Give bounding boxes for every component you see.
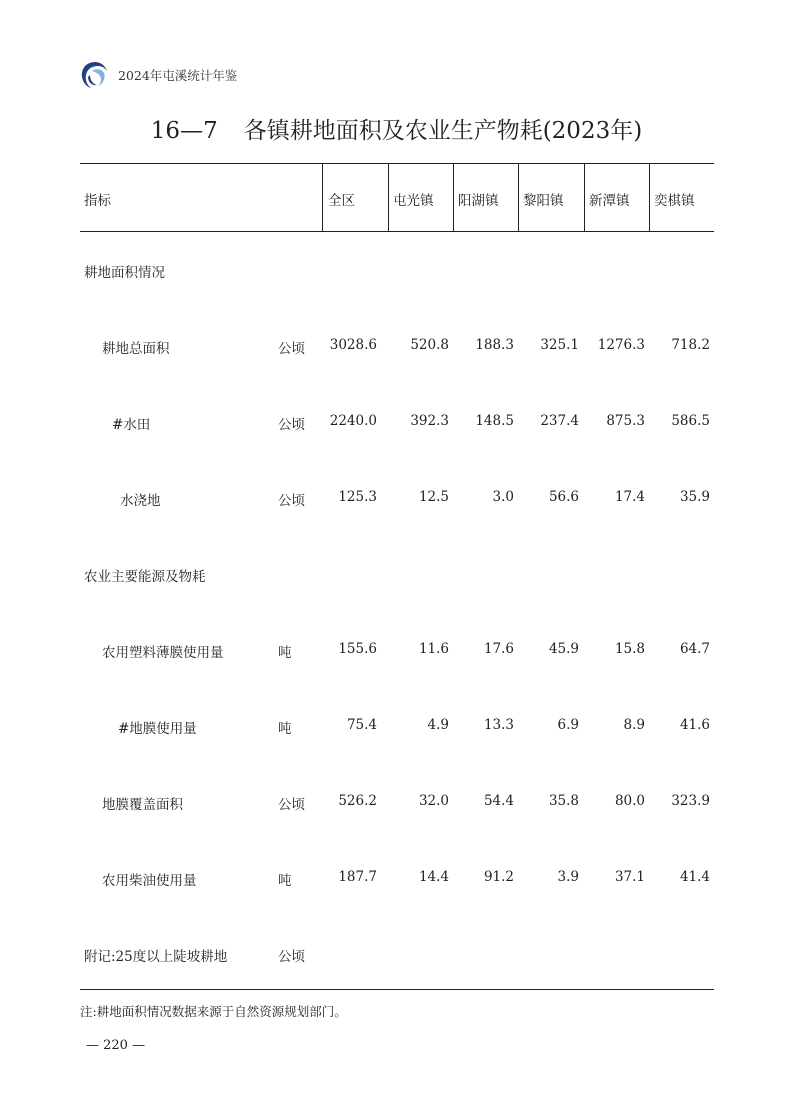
row-value: 75.4 (346, 717, 377, 733)
table-top-rule (80, 163, 714, 164)
column-divider (453, 163, 454, 231)
row-value: 32.0 (418, 793, 449, 809)
row-value: 6.9 (557, 717, 579, 733)
table-row (80, 261, 714, 285)
row-unit: 公顷 (278, 797, 305, 813)
row-value: 15.8 (614, 641, 645, 657)
row-value: 148.5 (475, 413, 514, 429)
row-indicator: #地膜使用量 (118, 721, 197, 737)
row-unit: 公顷 (278, 341, 305, 357)
row-indicator: 农业主要能源及物耗 (84, 569, 206, 585)
row-value: 80.0 (614, 793, 645, 809)
row-indicator: 水浇地 (120, 493, 161, 509)
row-value: 13.3 (483, 717, 514, 733)
row-indicator: 农用柴油使用量 (102, 873, 197, 889)
row-value: 526.2 (338, 793, 377, 809)
row-value: 323.9 (671, 793, 710, 809)
row-value: 875.3 (606, 413, 645, 429)
row-value: 125.3 (338, 489, 377, 505)
row-value: 188.3 (475, 337, 514, 353)
column-header-xintan: 新潭镇 (589, 193, 630, 209)
row-value: 586.5 (671, 413, 710, 429)
row-value: 187.7 (338, 869, 377, 885)
table-header-rule (80, 231, 714, 232)
column-divider (388, 163, 389, 231)
table-title: 各镇耕地面积及农业生产物耗(2023年) (243, 118, 643, 144)
page-header (78, 58, 237, 92)
row-value: 56.6 (548, 489, 579, 505)
table-number: 16—7 (150, 118, 218, 144)
row-value: 8.9 (623, 717, 645, 733)
row-value: 325.1 (540, 337, 579, 353)
row-value: 64.7 (679, 641, 710, 657)
table-row (80, 413, 714, 437)
table-bottom-rule (80, 989, 714, 990)
column-divider (518, 163, 519, 231)
row-value: 41.4 (679, 869, 710, 885)
footnote: 注:耕地面积情况数据来源于自然资源规划部门。 (80, 1004, 347, 1019)
row-unit: 吨 (278, 873, 292, 889)
row-value: 3.0 (492, 489, 514, 505)
table-row (80, 337, 714, 361)
row-value: 155.6 (338, 641, 377, 657)
row-value: 2240.0 (329, 413, 377, 429)
table-row (80, 489, 714, 513)
table-row (80, 869, 714, 893)
column-divider (649, 163, 650, 231)
row-value: 35.8 (548, 793, 579, 809)
column-header-total: 全区 (328, 193, 355, 209)
row-value: 237.4 (540, 413, 579, 429)
row-value: 3028.6 (329, 337, 377, 353)
book-title: 2024年屯溪统计年鉴 (118, 68, 238, 83)
row-value: 3.9 (557, 869, 579, 885)
row-indicator: 耕地总面积 (102, 341, 170, 357)
row-value: 392.3 (410, 413, 449, 429)
row-value: 1276.3 (597, 337, 645, 353)
table-row (80, 945, 714, 969)
table-row (80, 717, 714, 741)
row-value: 91.2 (483, 869, 514, 885)
column-divider (322, 163, 323, 231)
row-value: 37.1 (614, 869, 645, 885)
row-indicator: 附记:25度以上陡坡耕地 (84, 949, 228, 965)
row-value: 4.9 (427, 717, 449, 733)
table-row (80, 641, 714, 665)
row-unit: 公顷 (278, 417, 305, 433)
page-title (0, 112, 793, 145)
row-value: 17.6 (483, 641, 514, 657)
row-indicator: #水田 (112, 417, 151, 433)
row-unit: 吨 (278, 721, 292, 737)
column-header-yiqi: 奕棋镇 (654, 193, 695, 209)
table-row (80, 565, 714, 589)
column-header-liyang: 黎阳镇 (523, 193, 564, 209)
yearbook-logo-icon (78, 58, 112, 92)
row-value: 54.4 (483, 793, 514, 809)
column-divider (584, 163, 585, 231)
row-value: 11.6 (418, 641, 449, 657)
row-indicator: 耕地面积情况 (84, 265, 165, 281)
row-value: 14.4 (418, 869, 449, 885)
row-value: 17.4 (614, 489, 645, 505)
row-value: 520.8 (410, 337, 449, 353)
column-header-indicator: 指标 (84, 193, 111, 209)
row-unit: 吨 (278, 645, 292, 661)
row-indicator: 农用塑料薄膜使用量 (102, 645, 224, 661)
row-value: 12.5 (418, 489, 449, 505)
page-number: — 220 — (86, 1038, 146, 1053)
column-header-yanghu: 阳湖镇 (458, 193, 499, 209)
row-unit: 公顷 (278, 493, 305, 509)
table-row (80, 793, 714, 817)
row-unit: 公顷 (278, 949, 305, 965)
row-indicator: 地膜覆盖面积 (102, 797, 183, 813)
row-value: 41.6 (679, 717, 710, 733)
row-value: 718.2 (671, 337, 710, 353)
row-value: 45.9 (548, 641, 579, 657)
row-value: 35.9 (679, 489, 710, 505)
column-header-tunguang: 屯光镇 (393, 193, 434, 209)
